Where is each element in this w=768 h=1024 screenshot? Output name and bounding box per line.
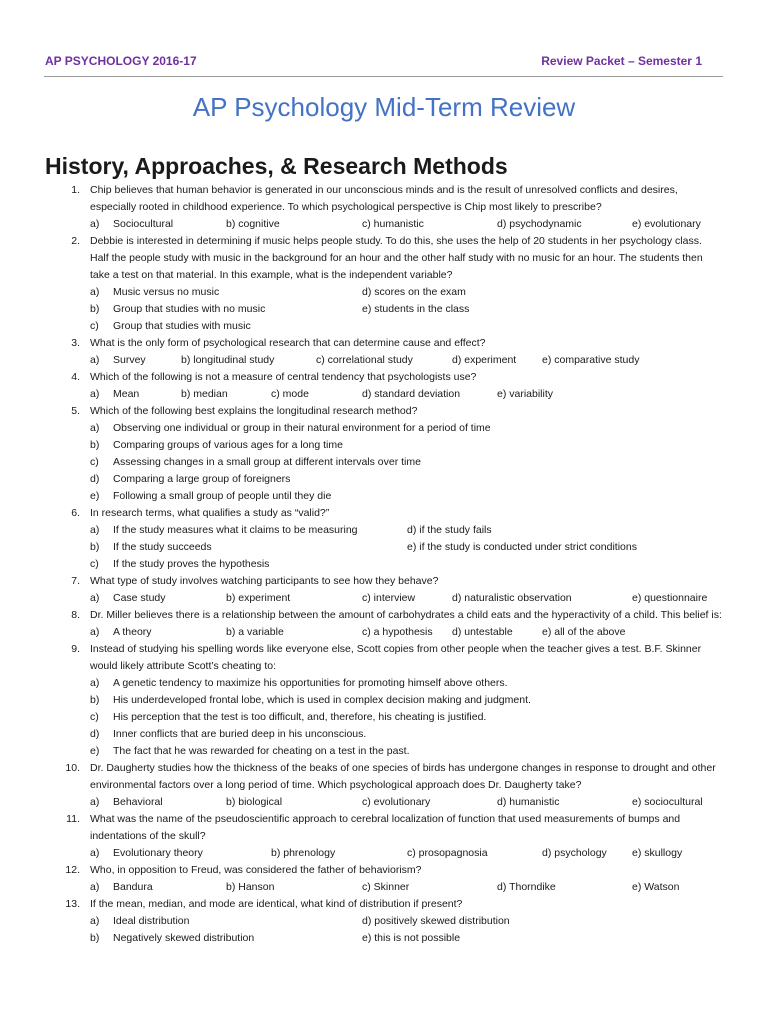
answer-row (0, 743, 768, 760)
answer-option: e) skullogy (632, 847, 683, 859)
answer-option: a) (90, 354, 100, 366)
header-packet-label: Review Packet – Semester 1 (541, 54, 702, 68)
answer-option: b) (90, 439, 100, 451)
answer-option: Bandura (113, 881, 153, 893)
answer-option: c) prosopagnosia (407, 847, 488, 859)
answer-option: Evolutionary theory (113, 847, 203, 859)
answer-option: a) (90, 847, 100, 859)
answer-option: Survey (113, 354, 146, 366)
answer-option: a) (90, 218, 100, 230)
answer-option: c) (90, 456, 99, 468)
question-number: 12. (65, 864, 80, 876)
answer-option: b) (90, 541, 100, 553)
question-item (0, 369, 768, 403)
answer-option: Comparing a large group of foreigners (113, 473, 291, 485)
answer-option: a) (90, 286, 100, 298)
question-item (0, 760, 768, 811)
question-text: Chip believes that human behavior is generated in our unconscious minds and is the result of unresolved conflicts and desires, especially rooted in childhood experience. To which psychological perspective is Chip most likely to prescribe? (90, 184, 678, 213)
answer-row (0, 913, 768, 930)
answer-option: b) Hanson (226, 881, 275, 893)
question-number: 2. (71, 235, 80, 247)
question-number: 13. (65, 898, 80, 910)
answer-row (0, 284, 768, 301)
answer-option: Music versus no music (113, 286, 220, 298)
answer-option: Group that studies with music (113, 320, 251, 332)
question-item (0, 641, 768, 760)
answer-option: e) all of the above (542, 626, 626, 638)
answer-option: e) variability (497, 388, 554, 400)
question-item (0, 811, 768, 862)
answer-option: c) (90, 711, 99, 723)
question-text: In research terms, what qualifies a study as “valid?” (90, 507, 330, 519)
answer-row (0, 301, 768, 318)
question-text: Which of the following is not a measure of central tendency that psychologists use? (90, 371, 477, 383)
answer-option: a) (90, 796, 100, 808)
answer-option: b) cognitive (226, 218, 280, 230)
question-number: 7. (71, 575, 80, 587)
answer-option: Behavioral (113, 796, 163, 808)
answer-option: Assessing changes in a small group at different intervals over time (113, 456, 421, 468)
answer-row (0, 692, 768, 709)
answer-row (0, 352, 768, 369)
answer-option: Mean (113, 388, 140, 400)
answer-option: Sociocultural (113, 218, 174, 230)
answer-option: a) (90, 626, 100, 638)
answer-row (0, 454, 768, 471)
answer-option: A genetic tendency to maximize his opportunities for promoting himself above others. (113, 677, 508, 689)
question-text: Dr. Miller believes there is a relationship between the amount of carbohydrates a child eats and the hyperactivity of a child. This belief is: (90, 609, 722, 621)
answer-option: b) biological (226, 796, 283, 808)
answer-option: a) (90, 388, 100, 400)
answer-option: d) (90, 728, 100, 740)
answer-option: d) psychology (542, 847, 607, 859)
question-item (0, 573, 768, 607)
answer-option: e) comparative study (542, 354, 640, 366)
answer-option: c) correlational study (316, 354, 413, 366)
question-text: Dr. Daugherty studies how the thickness of the beaks of one species of birds has undergone changes in response to drought and other environmental factors over a long period of time. Which psychological approach does Dr. Daugherty take? (90, 762, 716, 791)
answer-row (0, 216, 768, 233)
answer-option: b) median (181, 388, 228, 400)
answer-option: a) (90, 881, 100, 893)
answer-option: b) (90, 303, 100, 315)
question-number: 5. (71, 405, 80, 417)
answer-option: a) (90, 422, 100, 434)
answer-row (0, 845, 768, 862)
header-course-label: AP PSYCHOLOGY 2016-17 (45, 54, 197, 68)
answer-row (0, 556, 768, 573)
answer-option: Comparing groups of various ages for a long time (113, 439, 343, 451)
answer-row (0, 930, 768, 947)
answer-option: b) a variable (226, 626, 284, 638)
question-item (0, 182, 768, 233)
answer-option: Inner conflicts that are buried deep in his unconscious. (113, 728, 367, 740)
answer-option: His perception that the test is too difficult, and, therefore, his cheating is justified. (113, 711, 487, 723)
answer-option: c) interview (362, 592, 416, 604)
answer-row (0, 709, 768, 726)
question-item (0, 896, 768, 947)
question-text: Which of the following best explains the longitudinal research method? (90, 405, 418, 417)
answer-option: c) evolutionary (362, 796, 431, 808)
answer-row (0, 522, 768, 539)
question-number: 3. (71, 337, 80, 349)
answer-option: d) scores on the exam (362, 286, 466, 298)
question-number: 6. (71, 507, 80, 519)
answer-row (0, 471, 768, 488)
answer-option: e) sociocultural (632, 796, 703, 808)
answer-option: c) mode (271, 388, 309, 400)
answer-row (0, 386, 768, 403)
answer-option: d) (90, 473, 100, 485)
answer-option: d) untestable (452, 626, 513, 638)
answer-option: If the study succeeds (113, 541, 212, 553)
question-number: 10. (65, 762, 80, 774)
question-text: What type of study involves watching participants to see how they behave? (90, 575, 439, 587)
question-text: Instead of studying his spelling words like everyone else, Scott copies from other people when the teacher gives a test. B.F. Skinner would likely attribute Scott’s cheating to: (90, 643, 702, 672)
answer-option: If the study proves the hypothesis (113, 558, 270, 570)
question-number: 4. (71, 371, 80, 383)
answer-option: Observing one individual or group in their natural environment for a period of time (113, 422, 491, 434)
question-list (0, 182, 768, 947)
answer-option: a) (90, 677, 100, 689)
answer-option: b) longitudinal study (181, 354, 275, 366)
answer-option: His underdeveloped frontal lobe, which is used in complex decision making and judgment. (113, 694, 531, 706)
answer-row (0, 488, 768, 505)
answer-option: c) Skinner (362, 881, 410, 893)
answer-option: Following a small group of people until they die (113, 490, 332, 502)
answer-option: b) experiment (226, 592, 291, 604)
question-text: What was the name of the pseudoscientific approach to cerebral localization of function that used measurements of bumps and indentations of the skull? (90, 813, 681, 842)
answer-row (0, 420, 768, 437)
question-number: 11. (66, 813, 80, 825)
answer-option: e) evolutionary (632, 218, 701, 230)
answer-option: e) students in the class (362, 303, 470, 315)
question-number: 8. (71, 609, 80, 621)
question-number: 9. (71, 643, 80, 655)
answer-option: a) (90, 524, 100, 536)
question-text: What is the only form of psychological research that can determine cause and effect? (90, 337, 486, 349)
header-divider (44, 76, 723, 77)
answer-option: e) (90, 490, 100, 502)
answer-option: c) (90, 320, 99, 332)
answer-option: e) this is not possible (362, 932, 461, 944)
answer-option: If the study measures what it claims to be measuring (113, 524, 358, 536)
answer-option: c) a hypothesis (362, 626, 433, 638)
answer-option: d) positively skewed distribution (362, 915, 510, 927)
question-item (0, 505, 768, 573)
question-text: Who, in opposition to Freud, was considered the father of behaviorism? (90, 864, 422, 876)
answer-option: d) experiment (452, 354, 517, 366)
answer-option: c) humanistic (362, 218, 424, 230)
question-text: Debbie is interested in determining if music helps people study. To do this, she uses the help of 20 students in her psychology class. Half the people study with music in the background for an hour and the other half study with no music for an hour. The students then take a test on that material. In this example, what is the independent variable? (90, 235, 703, 281)
answer-option: Group that studies with no music (113, 303, 266, 315)
answer-row (0, 794, 768, 811)
question-item (0, 233, 768, 335)
answer-option: d) naturalistic observation (452, 592, 572, 604)
question-number: 1. (71, 184, 80, 196)
question-item (0, 607, 768, 641)
answer-option: b) (90, 694, 100, 706)
answer-option: b) (90, 932, 100, 944)
question-item (0, 335, 768, 369)
answer-option: d) if the study fails (407, 524, 492, 536)
answer-row (0, 590, 768, 607)
answer-row (0, 539, 768, 556)
answer-row (0, 318, 768, 335)
answer-option: d) humanistic (497, 796, 560, 808)
answer-option: d) Thorndike (497, 881, 556, 893)
question-item (0, 862, 768, 896)
section-heading: History, Approaches, & Research Methods (45, 153, 508, 179)
answer-option: a) (90, 915, 100, 927)
answer-row (0, 624, 768, 641)
answer-option: A theory (113, 626, 152, 638)
question-item (0, 403, 768, 505)
answer-option: d) psychodynamic (497, 218, 582, 230)
answer-option: The fact that he was rewarded for cheating on a test in the past. (113, 745, 410, 757)
answer-option: Case study (113, 592, 166, 604)
answer-option: b) phrenology (271, 847, 336, 859)
answer-option: d) standard deviation (362, 388, 461, 400)
page-title: AP Psychology Mid-Term Review (192, 92, 576, 122)
answer-option: Negatively skewed distribution (113, 932, 255, 944)
answer-option: c) (90, 558, 99, 570)
answer-option: Ideal distribution (113, 915, 190, 927)
answer-option: e) questionnaire (632, 592, 708, 604)
answer-option: e) if the study is conducted under strict conditions (407, 541, 637, 553)
answer-row (0, 879, 768, 896)
answer-option: e) Watson (632, 881, 680, 893)
answer-row (0, 675, 768, 692)
answer-row (0, 726, 768, 743)
question-text: If the mean, median, and mode are identical, what kind of distribution if present? (90, 898, 463, 910)
answer-option: a) (90, 592, 100, 604)
answer-row (0, 437, 768, 454)
answer-option: e) (90, 745, 100, 757)
